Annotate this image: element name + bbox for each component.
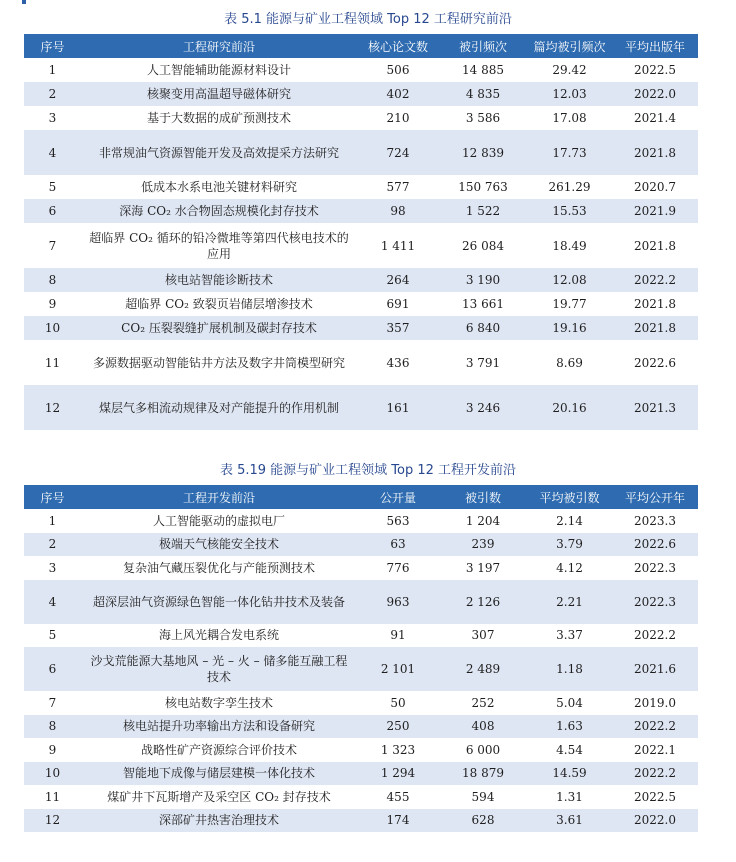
cell-avg: 8.69 [527, 340, 612, 385]
cell-topic: 深海 CO₂ 水合物固态规模化封存技术 [81, 199, 357, 223]
cell-citations: 6 840 [439, 316, 527, 340]
cell-count: 63 [357, 533, 439, 557]
cell-year: 2021.6 [612, 647, 698, 691]
cell-year: 2022.5 [612, 58, 698, 82]
cell-topic: 海上风光耦合发电系统 [81, 624, 357, 648]
cell-year: 2022.2 [612, 715, 698, 739]
cell-year: 2021.9 [612, 199, 698, 223]
cell-avg: 2.21 [527, 580, 612, 624]
cell-year: 2022.2 [612, 268, 698, 292]
cell-no: 11 [24, 785, 81, 809]
cell-year: 2021.4 [612, 106, 698, 130]
cell-year: 2022.0 [612, 82, 698, 106]
table-row [24, 199, 698, 223]
cell-no: 3 [24, 556, 81, 580]
cell-avg: 19.16 [527, 316, 612, 340]
cell-year: 2021.3 [612, 385, 698, 430]
cell-topic: 煤层气多相流动规律及对产能提升的作用机制 [81, 385, 357, 430]
cell-cites: 3 197 [439, 556, 527, 580]
cell-topic: CO₂ 压裂裂缝扩展机制及碳封存技术 [81, 316, 357, 340]
cell-no: 7 [24, 691, 81, 715]
cell-avg: 17.08 [527, 106, 612, 130]
cell-no: 4 [24, 130, 81, 175]
header-year: 平均出版年 [612, 34, 698, 58]
cell-cites: 239 [439, 533, 527, 557]
cell-topic: 基于大数据的成矿预测技术 [81, 106, 357, 130]
cell-year: 2019.0 [612, 691, 698, 715]
cell-avg: 17.73 [527, 130, 612, 175]
table-row [24, 292, 698, 316]
cell-avg: 19.77 [527, 292, 612, 316]
table-row [24, 340, 698, 385]
cell-year: 2022.5 [612, 785, 698, 809]
cell-year: 2023.3 [612, 509, 698, 533]
cell-count: 174 [357, 809, 439, 833]
cell-topic: 人工智能驱动的虚拟电厂 [81, 509, 357, 533]
cell-papers: 402 [357, 82, 439, 106]
development-fronts-table [24, 485, 698, 832]
header-avg: 平均被引数 [527, 485, 612, 509]
cell-citations: 3 190 [439, 268, 527, 292]
cell-citations: 12 839 [439, 130, 527, 175]
cell-no: 2 [24, 82, 81, 106]
table1-caption: 表 5.1 能源与矿业工程领域 Top 12 工程研究前沿 [224, 12, 512, 27]
header-cites: 被引数 [439, 485, 527, 509]
cell-avg: 12.08 [527, 268, 612, 292]
table-row [24, 130, 698, 175]
cell-avg: 5.04 [527, 691, 612, 715]
table-row [24, 175, 698, 199]
cell-topic: 多源数据驱动智能钻井方法及数字井筒模型研究 [81, 340, 357, 385]
cell-no: 2 [24, 533, 81, 557]
cell-no: 5 [24, 175, 81, 199]
cell-year: 2022.2 [612, 762, 698, 786]
cell-citations: 14 885 [439, 58, 527, 82]
cell-cites: 2 126 [439, 580, 527, 624]
cell-papers: 724 [357, 130, 439, 175]
cell-avg: 18.49 [527, 223, 612, 268]
cell-papers: 1 411 [357, 223, 439, 268]
cell-no: 1 [24, 509, 81, 533]
table-row [24, 533, 698, 557]
cell-cites: 2 489 [439, 647, 527, 691]
cell-topic: 核电站提升功率输出方法和设备研究 [81, 715, 357, 739]
cell-papers: 436 [357, 340, 439, 385]
table-row [24, 785, 698, 809]
table-row [24, 738, 698, 762]
cell-year: 2020.7 [612, 175, 698, 199]
table-row [24, 268, 698, 292]
cell-avg: 2.14 [527, 509, 612, 533]
cell-avg: 3.61 [527, 809, 612, 833]
cell-citations: 3 586 [439, 106, 527, 130]
cell-papers: 357 [357, 316, 439, 340]
cell-count: 776 [357, 556, 439, 580]
cell-cites: 6 000 [439, 738, 527, 762]
header-topic: 工程研究前沿 [81, 34, 357, 58]
cell-year: 2022.3 [612, 580, 698, 624]
cell-count: 250 [357, 715, 439, 739]
cell-cites: 628 [439, 809, 527, 833]
cell-topic: 核聚变用高温超导磁体研究 [81, 82, 357, 106]
cell-papers: 577 [357, 175, 439, 199]
cell-no: 6 [24, 199, 81, 223]
cell-papers: 506 [357, 58, 439, 82]
cell-year: 2022.3 [612, 556, 698, 580]
table-header-row [24, 34, 698, 58]
cell-cites: 1 204 [439, 509, 527, 533]
cell-avg: 20.16 [527, 385, 612, 430]
cell-avg: 3.37 [527, 624, 612, 648]
cell-avg: 261.29 [527, 175, 612, 199]
cell-no: 9 [24, 292, 81, 316]
cell-year: 2022.6 [612, 533, 698, 557]
header-citations: 被引频次 [439, 34, 527, 58]
cell-no: 5 [24, 624, 81, 648]
header-papers: 核心论文数 [357, 34, 439, 58]
cell-cites: 408 [439, 715, 527, 739]
cell-count: 2 101 [357, 647, 439, 691]
cell-count: 563 [357, 509, 439, 533]
table-row [24, 316, 698, 340]
cell-count: 91 [357, 624, 439, 648]
header-no: 序号 [24, 34, 81, 58]
cell-citations: 4 835 [439, 82, 527, 106]
header-year: 平均公开年 [612, 485, 698, 509]
table-row [24, 647, 698, 691]
cell-cites: 18 879 [439, 762, 527, 786]
cell-year: 2022.6 [612, 340, 698, 385]
table-row [24, 385, 698, 430]
cell-year: 2022.2 [612, 624, 698, 648]
header-topic: 工程开发前沿 [81, 485, 357, 509]
cell-topic: 战略性矿产资源综合评价技术 [81, 738, 357, 762]
table-row [24, 762, 698, 786]
table-row [24, 580, 698, 624]
cell-papers: 161 [357, 385, 439, 430]
cell-year: 2022.1 [612, 738, 698, 762]
table-row [24, 223, 698, 268]
cell-citations: 3 791 [439, 340, 527, 385]
cell-year: 2021.8 [612, 292, 698, 316]
cell-no: 12 [24, 809, 81, 833]
cell-avg: 29.42 [527, 58, 612, 82]
table-row [24, 58, 698, 82]
table-row [24, 556, 698, 580]
cell-count: 963 [357, 580, 439, 624]
cell-no: 4 [24, 580, 81, 624]
cell-citations: 1 522 [439, 199, 527, 223]
cell-topic: 非常规油气资源智能开发及高效提采方法研究 [81, 130, 357, 175]
cell-papers: 98 [357, 199, 439, 223]
table-row [24, 715, 698, 739]
table-row [24, 624, 698, 648]
cell-avg: 14.59 [527, 762, 612, 786]
cell-no: 12 [24, 385, 81, 430]
cell-avg: 15.53 [527, 199, 612, 223]
table-row [24, 106, 698, 130]
cell-count: 1 294 [357, 762, 439, 786]
cell-topic: 超深层油气资源绿色智能一体化钻井技术及装备 [81, 580, 357, 624]
cell-topic: 极端天气核能安全技术 [81, 533, 357, 557]
cell-no: 10 [24, 316, 81, 340]
cell-cites: 307 [439, 624, 527, 648]
cell-cites: 594 [439, 785, 527, 809]
cell-topic: 人工智能辅助能源材料设计 [81, 58, 357, 82]
cell-no: 9 [24, 738, 81, 762]
cell-avg: 4.54 [527, 738, 612, 762]
cell-topic: 低成本水系电池关键材料研究 [81, 175, 357, 199]
cell-no: 8 [24, 715, 81, 739]
cell-topic: 核电站数字孪生技术 [81, 691, 357, 715]
cell-year: 2021.8 [612, 223, 698, 268]
header-no: 序号 [24, 485, 81, 509]
cell-citations: 3 246 [439, 385, 527, 430]
cell-no: 7 [24, 223, 81, 268]
cell-topic: 超临界 CO₂ 循环的铅冷微堆等第四代核电技术的应用 [81, 223, 357, 268]
cell-citations: 13 661 [439, 292, 527, 316]
table2-caption: 表 5.19 能源与矿业工程领域 Top 12 工程开发前沿 [219, 463, 517, 478]
cell-papers: 691 [357, 292, 439, 316]
corner-mark [22, 0, 26, 4]
cell-cites: 252 [439, 691, 527, 715]
cell-avg: 3.79 [527, 533, 612, 557]
cell-topic: 煤矿井下瓦斯增产及采空区 CO₂ 封存技术 [81, 785, 357, 809]
cell-avg: 4.12 [527, 556, 612, 580]
research-fronts-table [24, 34, 698, 430]
cell-avg: 1.63 [527, 715, 612, 739]
cell-citations: 150 763 [439, 175, 527, 199]
cell-no: 8 [24, 268, 81, 292]
cell-topic: 深部矿井热害治理技术 [81, 809, 357, 833]
cell-year: 2021.8 [612, 130, 698, 175]
cell-count: 50 [357, 691, 439, 715]
cell-count: 1 323 [357, 738, 439, 762]
cell-papers: 264 [357, 268, 439, 292]
cell-topic: 核电站智能诊断技术 [81, 268, 357, 292]
table-row [24, 82, 698, 106]
table-row [24, 691, 698, 715]
cell-count: 455 [357, 785, 439, 809]
cell-no: 6 [24, 647, 81, 691]
cell-avg: 12.03 [527, 82, 612, 106]
table-row [24, 509, 698, 533]
cell-citations: 26 084 [439, 223, 527, 268]
cell-papers: 210 [357, 106, 439, 130]
table-row [24, 809, 698, 833]
cell-year: 2022.0 [612, 809, 698, 833]
table-header-row [24, 485, 698, 509]
header-count: 公开量 [357, 485, 439, 509]
cell-no: 11 [24, 340, 81, 385]
cell-no: 3 [24, 106, 81, 130]
cell-year: 2021.8 [612, 316, 698, 340]
cell-topic: 超临界 CO₂ 致裂页岩储层增渗技术 [81, 292, 357, 316]
cell-no: 10 [24, 762, 81, 786]
cell-avg: 1.31 [527, 785, 612, 809]
cell-topic: 沙戈荒能源大基地风 – 光 – 火 – 储多能互融工程技术 [81, 647, 357, 691]
cell-topic: 复杂油气藏压裂优化与产能预测技术 [81, 556, 357, 580]
cell-avg: 1.18 [527, 647, 612, 691]
header-avg: 篇均被引频次 [527, 34, 612, 58]
cell-topic: 智能地下成像与储层建模一体化技术 [81, 762, 357, 786]
cell-no: 1 [24, 58, 81, 82]
